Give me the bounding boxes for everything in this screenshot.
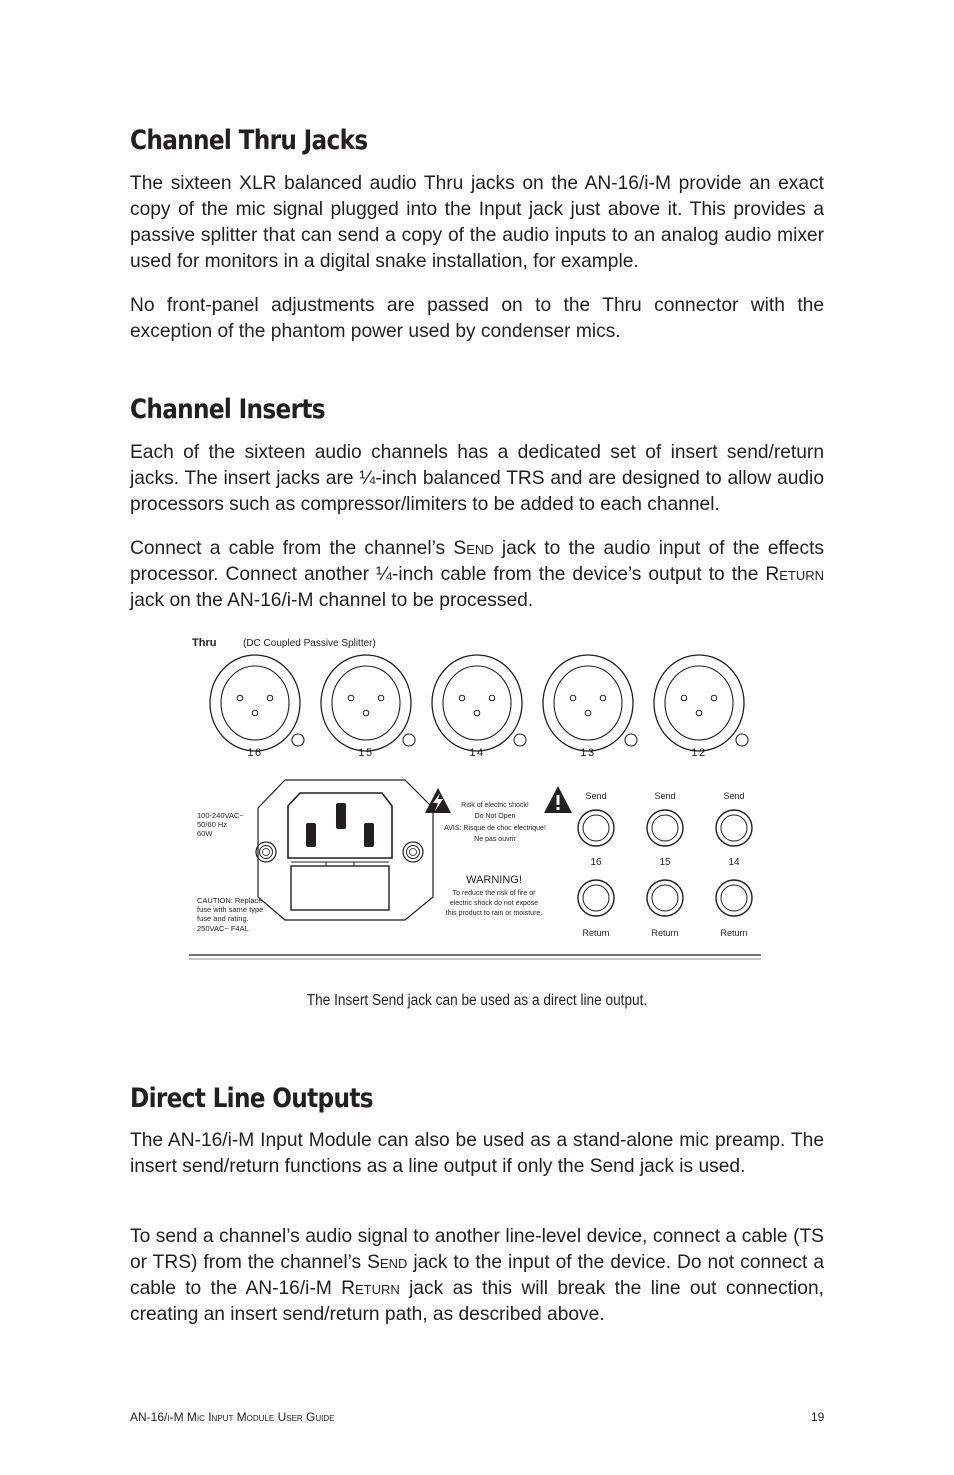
xlr-pin (489, 695, 495, 701)
xlr-inner-ring (554, 666, 622, 740)
insert-channel-number: 15 (659, 857, 671, 868)
insert-channel-number: 14 (728, 857, 740, 868)
fuse-caution-2: fuse with same type (197, 905, 264, 914)
return-label: Return (651, 928, 679, 938)
xlr-pin (570, 695, 576, 701)
fuse-caution-4: 250VAC~ F4AL (197, 924, 249, 933)
warning-line-1: To reduce the risk of fire or (452, 890, 536, 897)
xlr-channel-number: 12 (691, 747, 707, 759)
footer-page-number: 19 (811, 1410, 825, 1424)
shock-line-3: AVIS: Risque de choc electrique! (444, 825, 546, 832)
warning-title: WARNING! (466, 874, 522, 886)
xlr-connectors (210, 655, 748, 759)
warning-line-2: electric shock do not expose (449, 900, 539, 907)
warning-line-3: this product to rain or moisture. (445, 910, 543, 917)
xlr-channel-number: 15 (358, 747, 374, 759)
xlr-latch-button (292, 734, 304, 746)
xlr-latch-button (403, 734, 415, 746)
xlr-inner-ring (221, 666, 289, 740)
xlr-latch-button (625, 734, 637, 746)
xlr-pin (600, 695, 606, 701)
shock-line-4: Ne pas ouvrir (474, 836, 516, 843)
return-jack-inner (583, 885, 609, 911)
send-label: Send (723, 791, 745, 801)
xlr-inner-ring (332, 666, 400, 740)
xlr-pin (711, 695, 717, 701)
power-rating-3: 60W (197, 829, 213, 838)
shock-line-1: Risk of electric shock! (461, 802, 529, 809)
fuse-caution-3: fuse and rating. (197, 914, 249, 923)
heading-channel-thru-jacks: Channel Thru Jacks (130, 125, 368, 156)
xlr-pin (363, 710, 369, 716)
paragraph-direct-1: The AN-16/i-M Input Module can also be used as a stand-alone mic preamp. The insert send/return functions as a line output if only the Send jack is used. (130, 1130, 824, 1177)
send-label: Send (585, 791, 607, 801)
return-label: Return (582, 928, 610, 938)
insert-channel-number: 16 (590, 857, 602, 868)
xlr-outer-ring (432, 655, 522, 751)
xlr-pin (459, 695, 465, 701)
return-term: Return (765, 564, 824, 585)
xlr-pin (252, 710, 258, 716)
xlr-inner-ring (443, 666, 511, 740)
iec-pin-right (364, 823, 374, 847)
xlr-latch-button (736, 734, 748, 746)
power-rating-2: 50/60 Hz (197, 820, 228, 829)
fuse-drawer (291, 866, 389, 910)
heading-channel-inserts: Channel Inserts (130, 394, 325, 425)
xlr-pin (348, 695, 354, 701)
return-jack-inner (652, 885, 678, 911)
xlr-pin (267, 695, 273, 701)
xlr-channel-number: 14 (469, 747, 485, 759)
paragraph-inserts-2: Connect a cable from the channel’s Send jack to the audio input of the effects processor. Connect another ¼-inch cable from the device’s output to the Return jack on the AN-16/i-M channel to be processed. (130, 538, 824, 611)
xlr-pin (378, 695, 384, 701)
power-rating-1: 100-240VAC~ (197, 811, 244, 820)
send-jack-inner (721, 815, 747, 841)
send-term: Send (453, 538, 494, 559)
xlr-inner-ring (665, 666, 733, 740)
xlr-channel-number: 16 (247, 747, 263, 759)
heading-direct-line-outputs: Direct Line Outputs (130, 1083, 373, 1114)
xlr-pin (237, 695, 243, 701)
send-term: Send (367, 1252, 408, 1273)
send-label: Send (654, 791, 676, 801)
xlr-pin (585, 710, 591, 716)
return-jack-inner (721, 885, 747, 911)
return-term: Return (341, 1278, 400, 1299)
footer-guide-title: AN-16/i-M Mic Input Module User Guide (130, 1410, 335, 1424)
shock-line-2: Do Not Open (474, 813, 516, 820)
iec-pin-left (306, 823, 316, 847)
figure-caption: The Insert Send jack can be used as a direct line output. (306, 992, 648, 1009)
thru-label: Thru (192, 637, 217, 649)
paragraph-thru-1: The sixteen XLR balanced audio Thru jacks on the AN-16/i-M provide an exact copy of the mic signal plugged into the Input jack just above it. This provides a passive splitter that can send a copy of the audio inputs to an analog audio mixer used for monitors in a digital snake installation, for example. (130, 173, 824, 272)
xlr-outer-ring (321, 655, 411, 751)
paragraph-direct-2: To send a channel’s audio signal to another line-level device, connect a cable (TS or TRS) from the channel’s Send jack to the input of the device. Do not connect a cable to the AN-16/i-M Return jack as this will break the line out connection, creating an insert send/return path, as described above. (130, 1226, 824, 1325)
xlr-pin (681, 695, 687, 701)
fuse-caution-1: CAUTION: Replace (197, 896, 263, 905)
paragraph-inserts-1: Each of the sixteen audio channels has a dedicated set of insert send/return jacks. The insert jacks are ¼-inch balanced TRS and are designed to allow audio processors such as compressor/limiters to be added to each channel. (130, 442, 824, 515)
insert-jacks (578, 791, 752, 938)
xlr-outer-ring (543, 655, 633, 751)
xlr-pin (474, 710, 480, 716)
paragraph-thru-2: No front-panel adjustments are passed on to the Thru connector with the exception of the phantom power used by condenser mics. (130, 295, 824, 342)
xlr-pin (696, 710, 702, 716)
send-jack-inner (583, 815, 609, 841)
xlr-latch-button (514, 734, 526, 746)
xlr-outer-ring (210, 655, 300, 751)
xlr-channel-number: 13 (580, 747, 596, 759)
return-label: Return (720, 928, 748, 938)
send-jack-inner (652, 815, 678, 841)
iec-pin-ground (336, 803, 346, 829)
thru-note: (DC Coupled Passive Splitter) (243, 638, 376, 649)
xlr-outer-ring (654, 655, 744, 751)
